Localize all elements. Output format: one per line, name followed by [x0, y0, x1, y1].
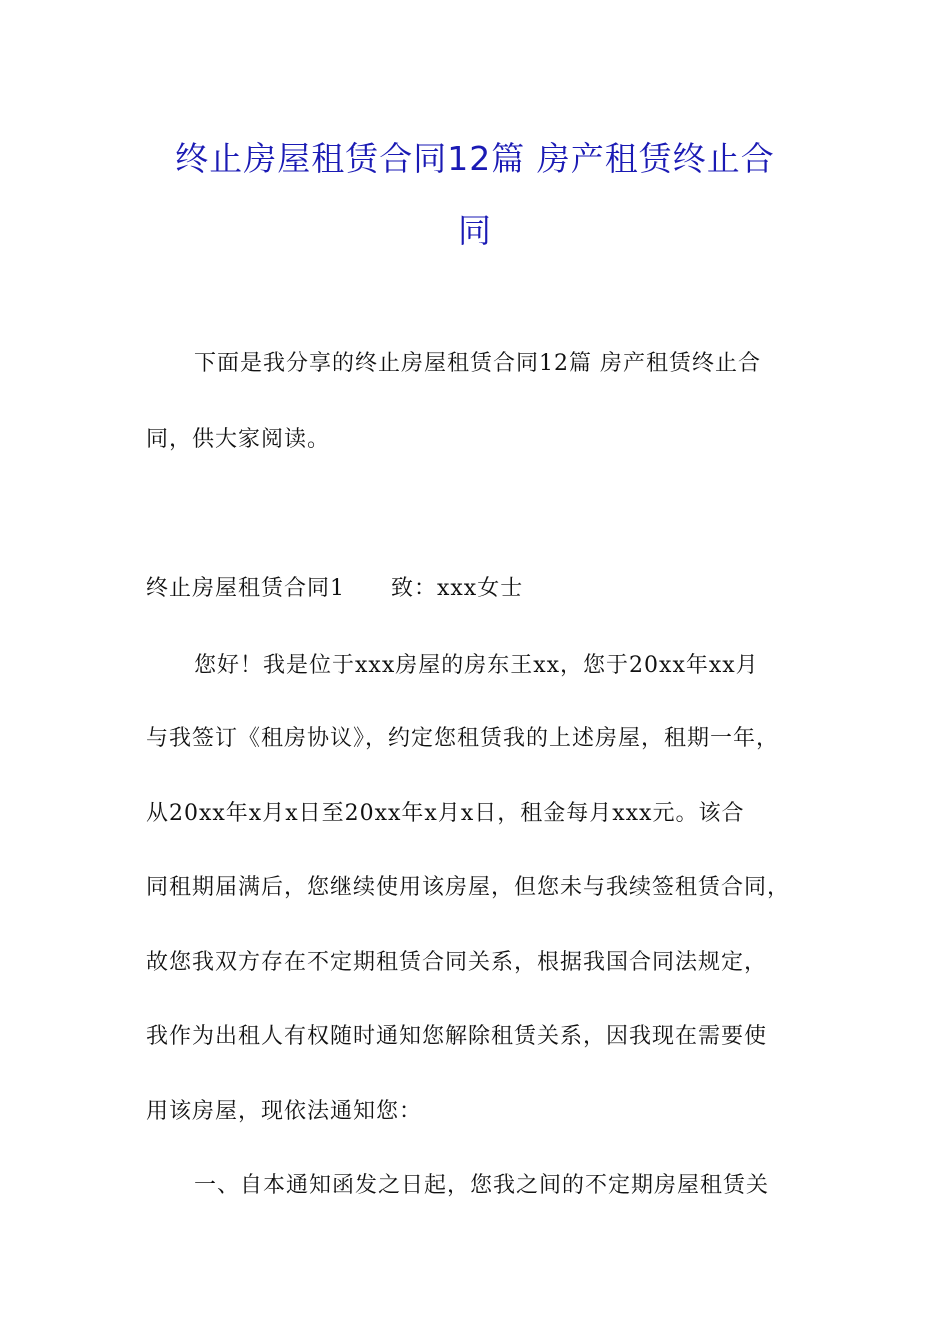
intro-line-2: 同，供大家阅读。	[146, 427, 331, 452]
body-line-7: 用该房屋，现依法通知您：	[146, 1099, 423, 1124]
body-line-2: 与我签订《租房协议》，约定您租赁我的上述房屋，租期一年，	[146, 726, 780, 751]
body-line-8: 一、自本通知函发之日起，您我之间的不定期房屋租赁关	[194, 1173, 770, 1198]
body-line-1: 您好！我是位于xxx房屋的房东王xx，您于20xx年xx月	[194, 653, 759, 678]
body-line-3: 从20xx年x月x日至20xx年x月x日，租金每月xxx元。该合	[146, 801, 745, 826]
document-title-line-2: 同	[458, 211, 492, 250]
body-line-6: 我作为出租人有权随时通知您解除租赁关系，因我现在需要使	[146, 1024, 768, 1049]
body-line-4: 同租期届满后，您继续使用该房屋，但您未与我续签租赁合同，	[146, 875, 791, 900]
intro-line-1: 下面是我分享的终止房屋租赁合同12篇 房产租赁终止合	[194, 351, 761, 376]
section-heading: 终止房屋租赁合同1 致：xxx女士	[146, 576, 524, 601]
body-line-5: 故您我双方存在不定期租赁合同关系，根据我国合同法规定，	[146, 950, 768, 975]
document-title-line-1: 终止房屋租赁合同12篇 房产租赁终止合	[175, 139, 775, 178]
